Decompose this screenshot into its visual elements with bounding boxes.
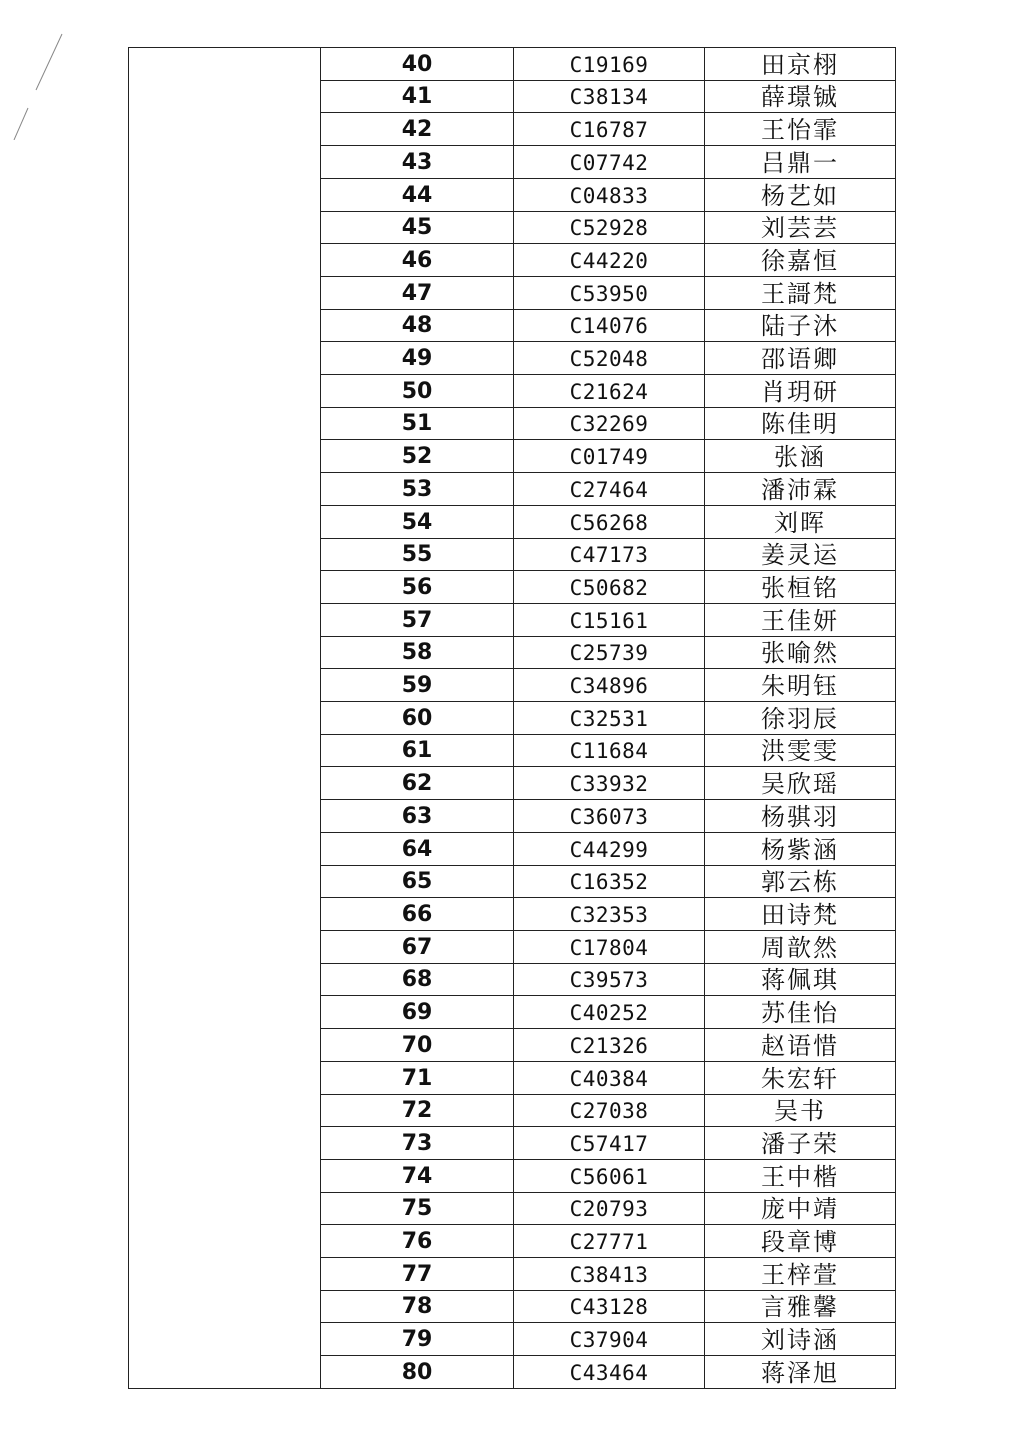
row-number-cell: 60: [321, 702, 514, 735]
row-number-cell: 59: [321, 669, 514, 702]
candidate-id-cell: C38134: [514, 80, 705, 113]
student-name-cell: 周歆然: [705, 930, 896, 963]
row-number-cell: 63: [321, 800, 514, 833]
student-name-cell: 吴书: [705, 1094, 896, 1127]
table-row: [321, 571, 895, 604]
student-name-cell: 刘诗涵: [705, 1323, 896, 1356]
table-row: [321, 1029, 895, 1062]
student-name-cell: 杨骐羽: [705, 800, 896, 833]
student-name-cell: 潘沛霖: [705, 473, 896, 506]
student-name-cell: 郭云栋: [705, 865, 896, 898]
candidate-id-cell: C27771: [514, 1225, 705, 1258]
table-row: [321, 375, 895, 408]
candidate-id-cell: C44299: [514, 832, 705, 865]
row-number-cell: 65: [321, 865, 514, 898]
candidate-id-cell: C34896: [514, 669, 705, 702]
candidate-id-cell: C11684: [514, 734, 705, 767]
row-number-cell: 67: [321, 930, 514, 963]
table-row: [321, 1127, 895, 1160]
row-number-cell: 66: [321, 898, 514, 931]
table-row: [321, 767, 895, 800]
candidate-id-cell: C43128: [514, 1290, 705, 1323]
student-name-cell: 庞中靖: [705, 1192, 896, 1225]
candidate-id-cell: C47173: [514, 538, 705, 571]
table-row: [321, 1323, 895, 1356]
table-row: [321, 1356, 895, 1388]
row-number-cell: 76: [321, 1225, 514, 1258]
row-number-cell: 61: [321, 734, 514, 767]
candidate-id-cell: C04833: [514, 178, 705, 211]
candidate-id-cell: C32269: [514, 407, 705, 440]
candidate-id-cell: C27038: [514, 1094, 705, 1127]
student-name-cell: 陈佳明: [705, 407, 896, 440]
candidate-id-cell: C56268: [514, 505, 705, 538]
candidate-id-cell: C25739: [514, 636, 705, 669]
candidate-id-cell: C44220: [514, 244, 705, 277]
table-row: [321, 1192, 895, 1225]
row-number-cell: 53: [321, 473, 514, 506]
row-number-cell: 69: [321, 996, 514, 1029]
table-row: [321, 603, 895, 636]
candidate-id-cell: C40384: [514, 1061, 705, 1094]
student-name-cell: 苏佳怡: [705, 996, 896, 1029]
student-name-cell: 蒋佩琪: [705, 963, 896, 996]
table-row: [321, 734, 895, 767]
student-name-cell: 田京栩: [705, 48, 896, 80]
student-name-cell: 肖玥研: [705, 375, 896, 408]
table-row: [321, 80, 895, 113]
candidate-id-cell: C52928: [514, 211, 705, 244]
table-row: [321, 898, 895, 931]
candidate-id-cell: C01749: [514, 440, 705, 473]
student-name-cell: 王中楷: [705, 1159, 896, 1192]
candidate-id-cell: C27464: [514, 473, 705, 506]
student-name-cell: 姜灵运: [705, 538, 896, 571]
student-name-cell: 刘晖: [705, 505, 896, 538]
table-row: [321, 178, 895, 211]
table-row: [321, 1225, 895, 1258]
candidate-id-cell: C17804: [514, 930, 705, 963]
table-row: [321, 669, 895, 702]
roster-table: [321, 48, 895, 1388]
roster-sheet: [128, 47, 896, 1389]
table-row: [321, 113, 895, 146]
table-row: [321, 800, 895, 833]
candidate-id-cell: C20793: [514, 1192, 705, 1225]
row-number-cell: 52: [321, 440, 514, 473]
table-row: [321, 276, 895, 309]
table-row: [321, 473, 895, 506]
row-number-cell: 68: [321, 963, 514, 996]
table-row: [321, 211, 895, 244]
candidate-id-cell: C53950: [514, 276, 705, 309]
candidate-id-cell: C33932: [514, 767, 705, 800]
table-row: [321, 146, 895, 179]
row-number-cell: 57: [321, 603, 514, 636]
student-name-cell: 张桓铭: [705, 571, 896, 604]
table-row: [321, 48, 895, 80]
candidate-id-cell: C39573: [514, 963, 705, 996]
row-number-cell: 44: [321, 178, 514, 211]
student-name-cell: 言雅馨: [705, 1290, 896, 1323]
row-number-cell: 75: [321, 1192, 514, 1225]
roster-table-body: [321, 48, 895, 1388]
candidate-id-cell: C16352: [514, 865, 705, 898]
row-number-cell: 41: [321, 80, 514, 113]
student-name-cell: 朱明钰: [705, 669, 896, 702]
student-name-cell: 王怡霏: [705, 113, 896, 146]
candidate-id-cell: C56061: [514, 1159, 705, 1192]
student-name-cell: 王梓萱: [705, 1258, 896, 1291]
row-number-cell: 48: [321, 309, 514, 342]
scan-artifact: [6, 30, 66, 140]
table-row: [321, 538, 895, 571]
row-number-cell: 49: [321, 342, 514, 375]
student-name-cell: 吕鼎一: [705, 146, 896, 179]
table-row: [321, 930, 895, 963]
row-number-cell: 46: [321, 244, 514, 277]
student-name-cell: 段章博: [705, 1225, 896, 1258]
row-number-cell: 47: [321, 276, 514, 309]
row-number-cell: 51: [321, 407, 514, 440]
row-number-cell: 78: [321, 1290, 514, 1323]
student-name-cell: 田诗梵: [705, 898, 896, 931]
student-name-cell: 张涵: [705, 440, 896, 473]
row-number-cell: 79: [321, 1323, 514, 1356]
row-number-cell: 40: [321, 48, 514, 80]
student-name-cell: 洪雯雯: [705, 734, 896, 767]
row-number-cell: 72: [321, 1094, 514, 1127]
row-number-cell: 62: [321, 767, 514, 800]
candidate-id-cell: C15161: [514, 603, 705, 636]
candidate-id-cell: C16787: [514, 113, 705, 146]
student-name-cell: 陆子沐: [705, 309, 896, 342]
student-name-cell: 王佳妍: [705, 603, 896, 636]
row-number-cell: 64: [321, 832, 514, 865]
student-name-cell: 蒋泽旭: [761, 1359, 839, 1387]
table-row: [321, 1159, 895, 1192]
table-row: [321, 1258, 895, 1291]
table-row: [321, 832, 895, 865]
row-number-cell: 42: [321, 113, 514, 146]
student-name-cell: 杨艺如: [705, 178, 896, 211]
candidate-id-cell: C07742: [514, 146, 705, 179]
candidate-id-cell: C21326: [514, 1029, 705, 1062]
student-name-cell: 吴欣瑶: [705, 767, 896, 800]
candidate-id-cell: C52048: [514, 342, 705, 375]
row-number-cell: 45: [321, 211, 514, 244]
row-number-cell: 54: [321, 505, 514, 538]
table-row: [321, 1094, 895, 1127]
candidate-id-cell: C37904: [514, 1323, 705, 1356]
student-name-cell: 赵语惜: [705, 1029, 896, 1062]
student-name-cell: 薛璟铖: [705, 80, 896, 113]
row-number-cell: 73: [321, 1127, 514, 1160]
candidate-id-cell: C50682: [514, 571, 705, 604]
candidate-id-cell: C57417: [514, 1127, 705, 1160]
table-row: [321, 505, 895, 538]
row-number-cell: 50: [321, 375, 514, 408]
row-number-cell: 74: [321, 1159, 514, 1192]
table-row: [321, 440, 895, 473]
candidate-id-cell: C19169: [514, 48, 705, 80]
row-number-cell: 56: [321, 571, 514, 604]
row-number-cell: 43: [321, 146, 514, 179]
candidate-id-cell: C32531: [514, 702, 705, 735]
table-row: [321, 865, 895, 898]
table-row: [321, 1290, 895, 1323]
candidate-id-cell: C38413: [514, 1258, 705, 1291]
blank-merged-column: [129, 48, 321, 1388]
table-row: [321, 309, 895, 342]
table-row: [321, 342, 895, 375]
table-row: [321, 407, 895, 440]
row-number-cell: 70: [321, 1029, 514, 1062]
table-row: [321, 244, 895, 277]
candidate-id-cell: C21624: [514, 375, 705, 408]
student-name-cell: 徐嘉恒: [705, 244, 896, 277]
row-number-cell: 55: [321, 538, 514, 571]
table-row: [321, 996, 895, 1029]
table-row: [321, 963, 895, 996]
table-row: [321, 702, 895, 735]
table-row: [321, 636, 895, 669]
candidate-id-cell: C40252: [514, 996, 705, 1029]
student-name-cell: 杨紫涵: [705, 832, 896, 865]
candidate-id-cell: C43464: [514, 1356, 705, 1388]
student-name-cell: 潘子荣: [705, 1127, 896, 1160]
student-name-cell: 邵语卿: [705, 342, 896, 375]
candidate-id-cell: C32353: [514, 898, 705, 931]
student-name-cell: 王謌梵: [705, 276, 896, 309]
candidate-id-cell: C36073: [514, 800, 705, 833]
row-number-cell: 80: [321, 1356, 514, 1388]
candidate-id-cell: C14076: [514, 309, 705, 342]
student-name-cell: 张喻然: [705, 636, 896, 669]
row-number-cell: 77: [321, 1258, 514, 1291]
student-name-cell: 朱宏轩: [705, 1061, 896, 1094]
student-name-cell: 刘芸芸: [705, 211, 896, 244]
row-number-cell: 71: [321, 1061, 514, 1094]
table-row: [321, 1061, 895, 1094]
row-number-cell: 58: [321, 636, 514, 669]
student-name-cell: 徐羽辰: [705, 702, 896, 735]
